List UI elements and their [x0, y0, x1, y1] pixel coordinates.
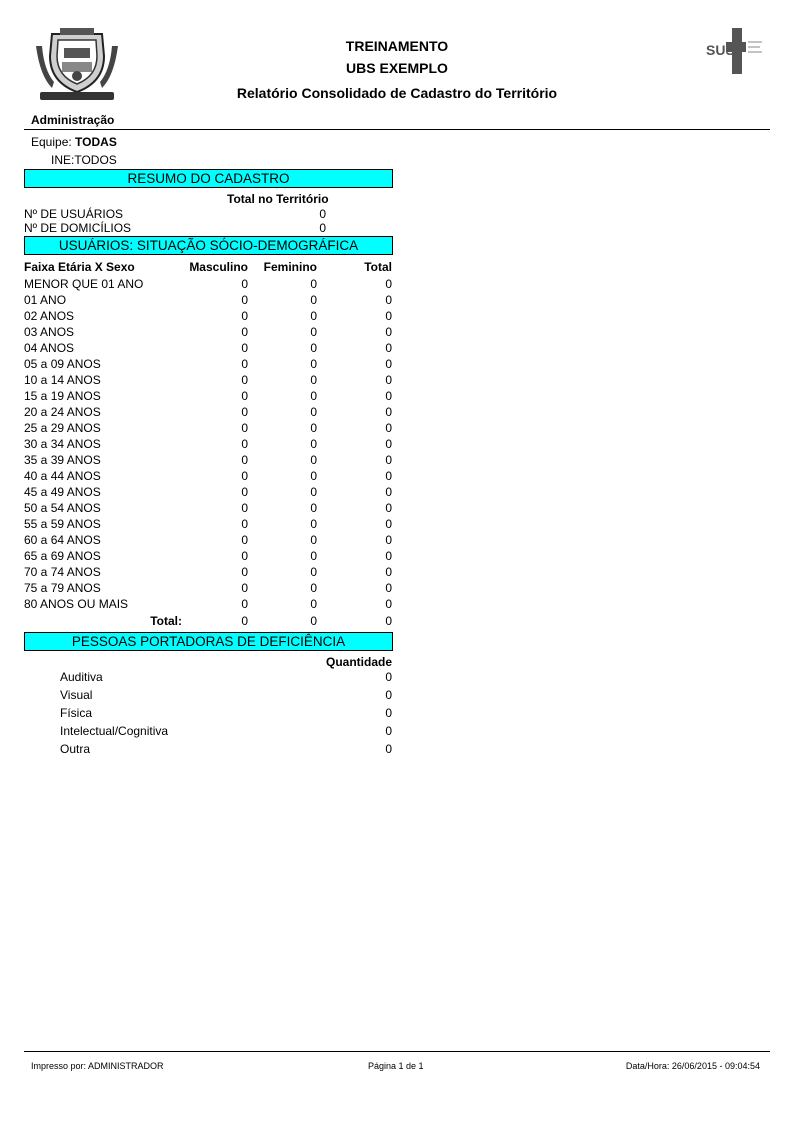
total-cell: 0: [385, 453, 392, 467]
ine-value: TODOS: [74, 153, 117, 167]
masc-cell: 0: [241, 421, 248, 435]
printed-by: Impresso por: ADMINISTRADOR: [31, 1061, 164, 1071]
deficiencia-row: [60, 740, 394, 758]
deficiencia-label: Visual: [60, 688, 93, 702]
fem-cell: 0: [310, 293, 317, 307]
total-fem: 0: [310, 614, 317, 628]
deficiencia-row: [60, 668, 394, 686]
total-cell: 0: [385, 533, 392, 547]
situacao-row: [24, 404, 394, 420]
masc-cell: 0: [241, 581, 248, 595]
fem-cell: 0: [310, 325, 317, 339]
total-cell: 0: [385, 517, 392, 531]
situacao-row: [24, 308, 394, 324]
report-title: Relatório Consolidado de Cadastro do Território: [236, 85, 558, 101]
ine-label: INE:: [51, 153, 75, 167]
fem-cell: 0: [310, 565, 317, 579]
faixa-cell: 20 a 24 ANOS: [24, 405, 101, 419]
situacao-row: [24, 372, 394, 388]
print-datetime: Data/Hora: 26/06/2015 - 09:04:54: [625, 1061, 760, 1071]
situacao-row: [24, 292, 394, 308]
fem-header: Feminino: [263, 260, 317, 274]
total-cell: 0: [385, 581, 392, 595]
faixa-cell: 03 ANOS: [24, 325, 75, 339]
situacao-header-row: [24, 259, 394, 275]
equipe-filter: [31, 135, 117, 149]
fem-cell: 0: [310, 469, 317, 483]
deficiencia-row: [60, 722, 394, 740]
masc-cell: 0: [241, 453, 248, 467]
deficiencia-value: 0: [385, 688, 392, 702]
masc-cell: 0: [241, 597, 248, 611]
deficiencia-row: [60, 686, 394, 704]
total-cell: 0: [385, 341, 392, 355]
masc-header: Masculino: [189, 260, 248, 274]
deficiencia-value: 0: [385, 724, 392, 738]
resumo-label: Nº DE DOMICÍLIOS: [24, 221, 132, 235]
fem-cell: 0: [310, 341, 317, 355]
faixa-header: Faixa Etária X Sexo: [24, 260, 135, 274]
deficiencia-label: Auditiva: [60, 670, 103, 684]
masc-cell: 0: [241, 485, 248, 499]
fem-cell: 0: [310, 549, 317, 563]
masc-cell: 0: [241, 293, 248, 307]
total-header: Total: [364, 260, 392, 274]
total-cell: 0: [385, 437, 392, 451]
masc-cell: 0: [241, 389, 248, 403]
faixa-cell: 70 a 74 ANOS: [24, 565, 101, 579]
masc-cell: 0: [241, 405, 248, 419]
svg-text:SUS: SUS: [706, 42, 735, 58]
total-label: Total:: [150, 614, 182, 628]
masc-cell: 0: [241, 549, 248, 563]
header-divider: [24, 129, 770, 130]
situacao-row: [24, 468, 394, 484]
deficiencia-row: [60, 704, 394, 722]
faixa-cell: 04 ANOS: [24, 341, 75, 355]
faixa-cell: 50 a 54 ANOS: [24, 501, 101, 515]
masc-cell: 0: [241, 341, 248, 355]
situacao-row: [24, 324, 394, 340]
page-number: Página 1 de 1: [368, 1061, 424, 1071]
situacao-row: [24, 564, 394, 580]
deficiencia-label: Intelectual/Cognitiva: [60, 724, 169, 738]
resumo-col-header: Total no Território: [227, 192, 329, 206]
equipe-value: TODAS: [75, 135, 117, 149]
total-masc: 0: [241, 614, 248, 628]
faixa-cell: 65 a 69 ANOS: [24, 549, 101, 563]
fem-cell: 0: [310, 389, 317, 403]
faixa-cell: 75 a 79 ANOS: [24, 581, 101, 595]
faixa-cell: 25 a 29 ANOS: [24, 421, 101, 435]
equipe-label: Equipe:: [31, 135, 72, 149]
situacao-row: [24, 484, 394, 500]
fem-cell: 0: [310, 373, 317, 387]
header-line1: TREINAMENTO: [345, 38, 449, 54]
total-cell: 0: [385, 549, 392, 563]
situacao-row: [24, 436, 394, 452]
faixa-cell: 05 a 09 ANOS: [24, 357, 101, 371]
total-cell: 0: [385, 325, 392, 339]
fem-cell: 0: [310, 517, 317, 531]
ine-filter: [51, 153, 117, 167]
total-cell: 0: [385, 405, 392, 419]
faixa-cell: 40 a 44 ANOS: [24, 469, 101, 483]
total-cell: 0: [385, 469, 392, 483]
resumo-row: [24, 220, 394, 236]
deficiencia-value: 0: [385, 706, 392, 720]
situacao-row: [24, 356, 394, 372]
masc-cell: 0: [241, 325, 248, 339]
fem-cell: 0: [310, 357, 317, 371]
section-label: Administração: [31, 113, 115, 127]
faixa-cell: 55 a 59 ANOS: [24, 517, 101, 531]
faixa-cell: MENOR QUE 01 ANO: [24, 277, 144, 291]
fem-cell: 0: [310, 277, 317, 291]
resumo-label: Nº DE USUÁRIOS: [24, 207, 124, 221]
total-cell: 0: [385, 373, 392, 387]
deficiencia-label: Física: [60, 706, 93, 720]
situacao-row: [24, 420, 394, 436]
deficiencia-section-bar: PESSOAS PORTADORAS DE DEFICIÊNCIA: [24, 632, 393, 651]
faixa-cell: 15 a 19 ANOS: [24, 389, 101, 403]
masc-cell: 0: [241, 373, 248, 387]
header-line2: UBS EXEMPLO: [346, 60, 448, 76]
deficiencia-value: 0: [385, 670, 392, 684]
faixa-cell: 60 a 64 ANOS: [24, 533, 101, 547]
masc-cell: 0: [241, 277, 248, 291]
fem-cell: 0: [310, 581, 317, 595]
situacao-section-bar: USUÁRIOS: SITUAÇÃO SÓCIO-DEMOGRÁFICA: [24, 236, 393, 255]
total-cell: 0: [385, 421, 392, 435]
masc-cell: 0: [241, 469, 248, 483]
faixa-cell: 35 a 39 ANOS: [24, 453, 101, 467]
masc-cell: 0: [241, 437, 248, 451]
situacao-row: [24, 500, 394, 516]
fem-cell: 0: [310, 453, 317, 467]
situacao-row: [24, 548, 394, 564]
deficiencia-col-header: Quantidade: [325, 655, 392, 669]
situacao-row: [24, 340, 394, 356]
faixa-cell: 45 a 49 ANOS: [24, 485, 101, 499]
faixa-cell: 80 ANOS OU MAIS: [24, 597, 129, 611]
masc-cell: 0: [241, 533, 248, 547]
total-cell: 0: [385, 293, 392, 307]
fem-cell: 0: [310, 437, 317, 451]
total-total: 0: [385, 614, 392, 628]
situacao-row: [24, 452, 394, 468]
total-cell: 0: [385, 597, 392, 611]
faixa-cell: 30 a 34 ANOS: [24, 437, 101, 451]
faixa-cell: 01 ANO: [24, 293, 67, 307]
situacao-row: [24, 388, 394, 404]
faixa-cell: 02 ANOS: [24, 309, 75, 323]
fem-cell: 0: [310, 485, 317, 499]
masc-cell: 0: [241, 357, 248, 371]
fem-cell: 0: [310, 501, 317, 515]
situacao-row: [24, 516, 394, 532]
masc-cell: 0: [241, 501, 248, 515]
total-cell: 0: [385, 357, 392, 371]
situacao-row: [24, 596, 394, 612]
total-cell: 0: [385, 485, 392, 499]
footer-divider: [24, 1051, 770, 1052]
fem-cell: 0: [310, 533, 317, 547]
situacao-total-row: [24, 613, 394, 629]
masc-cell: 0: [241, 517, 248, 531]
fem-cell: 0: [310, 405, 317, 419]
masc-cell: 0: [241, 565, 248, 579]
total-cell: 0: [385, 565, 392, 579]
faixa-cell: 10 a 14 ANOS: [24, 373, 101, 387]
fem-cell: 0: [310, 309, 317, 323]
situacao-row: [24, 532, 394, 548]
situacao-row: [24, 580, 394, 596]
fem-cell: 0: [310, 421, 317, 435]
situacao-row: [24, 276, 394, 292]
fem-cell: 0: [310, 597, 317, 611]
total-cell: 0: [385, 277, 392, 291]
deficiencia-label: Outra: [60, 742, 91, 756]
total-cell: 0: [385, 309, 392, 323]
deficiencia-value: 0: [385, 742, 392, 756]
resumo-section-bar: RESUMO DO CADASTRO: [24, 169, 393, 188]
total-cell: 0: [385, 501, 392, 515]
masc-cell: 0: [241, 309, 248, 323]
total-cell: 0: [385, 389, 392, 403]
resumo-value: 0: [319, 207, 326, 221]
resumo-value: 0: [319, 221, 326, 235]
